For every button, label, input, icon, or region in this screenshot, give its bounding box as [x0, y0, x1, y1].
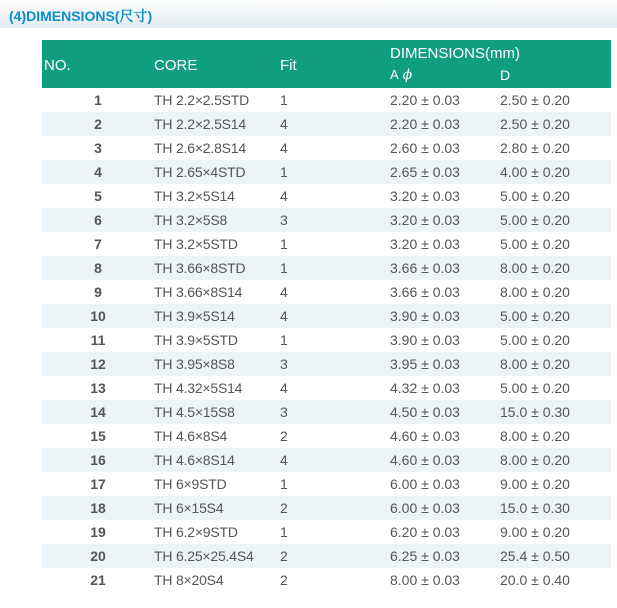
- cell-d: 5.00 ± 0.20: [500, 328, 611, 352]
- cell-fit: 4: [280, 448, 390, 472]
- cell-core: TH 8×20S4: [154, 568, 280, 592]
- cell-fit: 1: [280, 520, 390, 544]
- header-no: NO.: [42, 40, 154, 88]
- cell-core: TH 6.25×25.4S4: [154, 544, 280, 568]
- cell-core: TH 3.2×5S14: [154, 184, 280, 208]
- cell-no: 14: [42, 400, 154, 424]
- cell-d: 2.50 ± 0.20: [500, 88, 611, 112]
- cell-d: 2.50 ± 0.20: [500, 112, 611, 136]
- cell-a: 3.90 ± 0.03: [390, 328, 500, 352]
- cell-core: TH 4.32×5S14: [154, 376, 280, 400]
- cell-core: TH 3.9×5S14: [154, 304, 280, 328]
- cell-fit: 2: [280, 568, 390, 592]
- cell-d: 8.00 ± 0.20: [500, 280, 611, 304]
- cell-a: 4.60 ± 0.03: [390, 424, 500, 448]
- cell-a: 2.20 ± 0.03: [390, 88, 500, 112]
- cell-no: 16: [42, 448, 154, 472]
- cell-core: TH 2.2×2.5STD: [154, 88, 280, 112]
- cell-d: 2.80 ± 0.20: [500, 136, 611, 160]
- dimensions-table: [42, 40, 611, 592]
- cell-fit: 3: [280, 208, 390, 232]
- cell-core: TH 3.9×5STD: [154, 328, 280, 352]
- cell-a: 3.95 ± 0.03: [390, 352, 500, 376]
- cell-core: TH 6×15S4: [154, 496, 280, 520]
- cell-fit: 4: [280, 112, 390, 136]
- table-row: [42, 328, 611, 352]
- cell-no: 8: [42, 256, 154, 280]
- table-row: [42, 568, 611, 592]
- cell-core: TH 4.6×8S4: [154, 424, 280, 448]
- cell-core: TH 3.95×8S8: [154, 352, 280, 376]
- cell-d: 5.00 ± 0.20: [500, 232, 611, 256]
- cell-a: 3.90 ± 0.03: [390, 304, 500, 328]
- table-row: [42, 496, 611, 520]
- table-row: [42, 184, 611, 208]
- cell-a: 3.66 ± 0.03: [390, 256, 500, 280]
- cell-no: 2: [42, 112, 154, 136]
- table-row: [42, 472, 611, 496]
- cell-d: 8.00 ± 0.20: [500, 448, 611, 472]
- cell-fit: 1: [280, 472, 390, 496]
- table-row: [42, 448, 611, 472]
- diameter-symbol: ϕ: [402, 67, 413, 83]
- table-body: [42, 88, 611, 592]
- table-row: [42, 112, 611, 136]
- cell-fit: 2: [280, 424, 390, 448]
- cell-d: 5.00 ± 0.20: [500, 208, 611, 232]
- cell-a: 2.20 ± 0.03: [390, 112, 500, 136]
- cell-no: 17: [42, 472, 154, 496]
- table-row: [42, 136, 611, 160]
- table-row: [42, 88, 611, 112]
- cell-d: 9.00 ± 0.20: [500, 472, 611, 496]
- cell-a: 8.00 ± 0.03: [390, 568, 500, 592]
- header-dimensions: [390, 40, 611, 88]
- table-row: [42, 376, 611, 400]
- cell-a: 2.65 ± 0.03: [390, 160, 500, 184]
- cell-core: TH 2.2×2.5S14: [154, 112, 280, 136]
- cell-a: 3.66 ± 0.03: [390, 280, 500, 304]
- section-title-bar: [0, 0, 617, 28]
- cell-core: TH 3.2×5STD: [154, 232, 280, 256]
- cell-a: 3.20 ± 0.03: [390, 208, 500, 232]
- cell-core: TH 3.66×8S14: [154, 280, 280, 304]
- cell-fit: 1: [280, 232, 390, 256]
- cell-a: 6.00 ± 0.03: [390, 472, 500, 496]
- cell-no: 18: [42, 496, 154, 520]
- cell-no: 5: [42, 184, 154, 208]
- table-row: [42, 352, 611, 376]
- cell-d: 8.00 ± 0.20: [500, 352, 611, 376]
- table-row: [42, 232, 611, 256]
- cell-a: 2.60 ± 0.03: [390, 136, 500, 160]
- cell-d: 20.0 ± 0.40: [500, 568, 611, 592]
- cell-d: 8.00 ± 0.20: [500, 424, 611, 448]
- cell-no: 12: [42, 352, 154, 376]
- table-row: [42, 160, 611, 184]
- cell-no: 19: [42, 520, 154, 544]
- cell-d: 25.4 ± 0.50: [500, 544, 611, 568]
- cell-fit: 1: [280, 88, 390, 112]
- cell-d: 15.0 ± 0.30: [500, 496, 611, 520]
- cell-fit: 3: [280, 400, 390, 424]
- cell-a: 3.20 ± 0.03: [390, 232, 500, 256]
- table-row: [42, 256, 611, 280]
- cell-no: 13: [42, 376, 154, 400]
- cell-fit: 4: [280, 184, 390, 208]
- header-dimensions-label: DIMENSIONS(mm): [390, 45, 520, 62]
- cell-no: 21: [42, 568, 154, 592]
- cell-no: 20: [42, 544, 154, 568]
- cell-fit: 2: [280, 544, 390, 568]
- cell-no: 1: [42, 88, 154, 112]
- table-row: [42, 304, 611, 328]
- cell-core: TH 3.2×5S8: [154, 208, 280, 232]
- cell-fit: 1: [280, 328, 390, 352]
- cell-core: TH 4.6×8S14: [154, 448, 280, 472]
- cell-d: 4.00 ± 0.20: [500, 160, 611, 184]
- header-a: A ϕ: [390, 67, 413, 83]
- cell-d: 15.0 ± 0.30: [500, 400, 611, 424]
- cell-fit: 4: [280, 136, 390, 160]
- cell-a: 6.00 ± 0.03: [390, 496, 500, 520]
- cell-core: TH 6.2×9STD: [154, 520, 280, 544]
- cell-a: 4.60 ± 0.03: [390, 448, 500, 472]
- cell-no: 11: [42, 328, 154, 352]
- cell-core: TH 2.65×4STD: [154, 160, 280, 184]
- cell-a: 4.32 ± 0.03: [390, 376, 500, 400]
- cell-core: TH 3.66×8STD: [154, 256, 280, 280]
- table-row: [42, 424, 611, 448]
- cell-a: 4.50 ± 0.03: [390, 400, 500, 424]
- cell-no: 15: [42, 424, 154, 448]
- cell-core: TH 6×9STD: [154, 472, 280, 496]
- cell-d: 8.00 ± 0.20: [500, 256, 611, 280]
- table-row: [42, 400, 611, 424]
- table-header-row: [42, 40, 611, 88]
- section-title: (4)DIMENSIONS(尺寸): [9, 8, 153, 24]
- cell-no: 3: [42, 136, 154, 160]
- cell-no: 4: [42, 160, 154, 184]
- cell-fit: 2: [280, 496, 390, 520]
- cell-d: 5.00 ± 0.20: [500, 304, 611, 328]
- table-row: [42, 520, 611, 544]
- cell-d: 5.00 ± 0.20: [500, 376, 611, 400]
- cell-d: 5.00 ± 0.20: [500, 184, 611, 208]
- cell-core: TH 2.6×2.8S14: [154, 136, 280, 160]
- table-row: [42, 208, 611, 232]
- cell-no: 6: [42, 208, 154, 232]
- cell-a: 6.25 ± 0.03: [390, 544, 500, 568]
- table-row: [42, 544, 611, 568]
- cell-fit: 3: [280, 352, 390, 376]
- cell-no: 10: [42, 304, 154, 328]
- cell-fit: 1: [280, 256, 390, 280]
- cell-fit: 4: [280, 304, 390, 328]
- cell-d: 9.00 ± 0.20: [500, 520, 611, 544]
- table-row: [42, 280, 611, 304]
- cell-core: TH 4.5×15S8: [154, 400, 280, 424]
- cell-fit: 1: [280, 160, 390, 184]
- header-fit: Fit: [280, 40, 390, 88]
- cell-a: 3.20 ± 0.03: [390, 184, 500, 208]
- cell-a: 6.20 ± 0.03: [390, 520, 500, 544]
- cell-no: 7: [42, 232, 154, 256]
- cell-fit: 4: [280, 280, 390, 304]
- cell-fit: 4: [280, 376, 390, 400]
- cell-no: 9: [42, 280, 154, 304]
- header-d: D: [500, 67, 511, 83]
- header-core: CORE: [154, 40, 280, 88]
